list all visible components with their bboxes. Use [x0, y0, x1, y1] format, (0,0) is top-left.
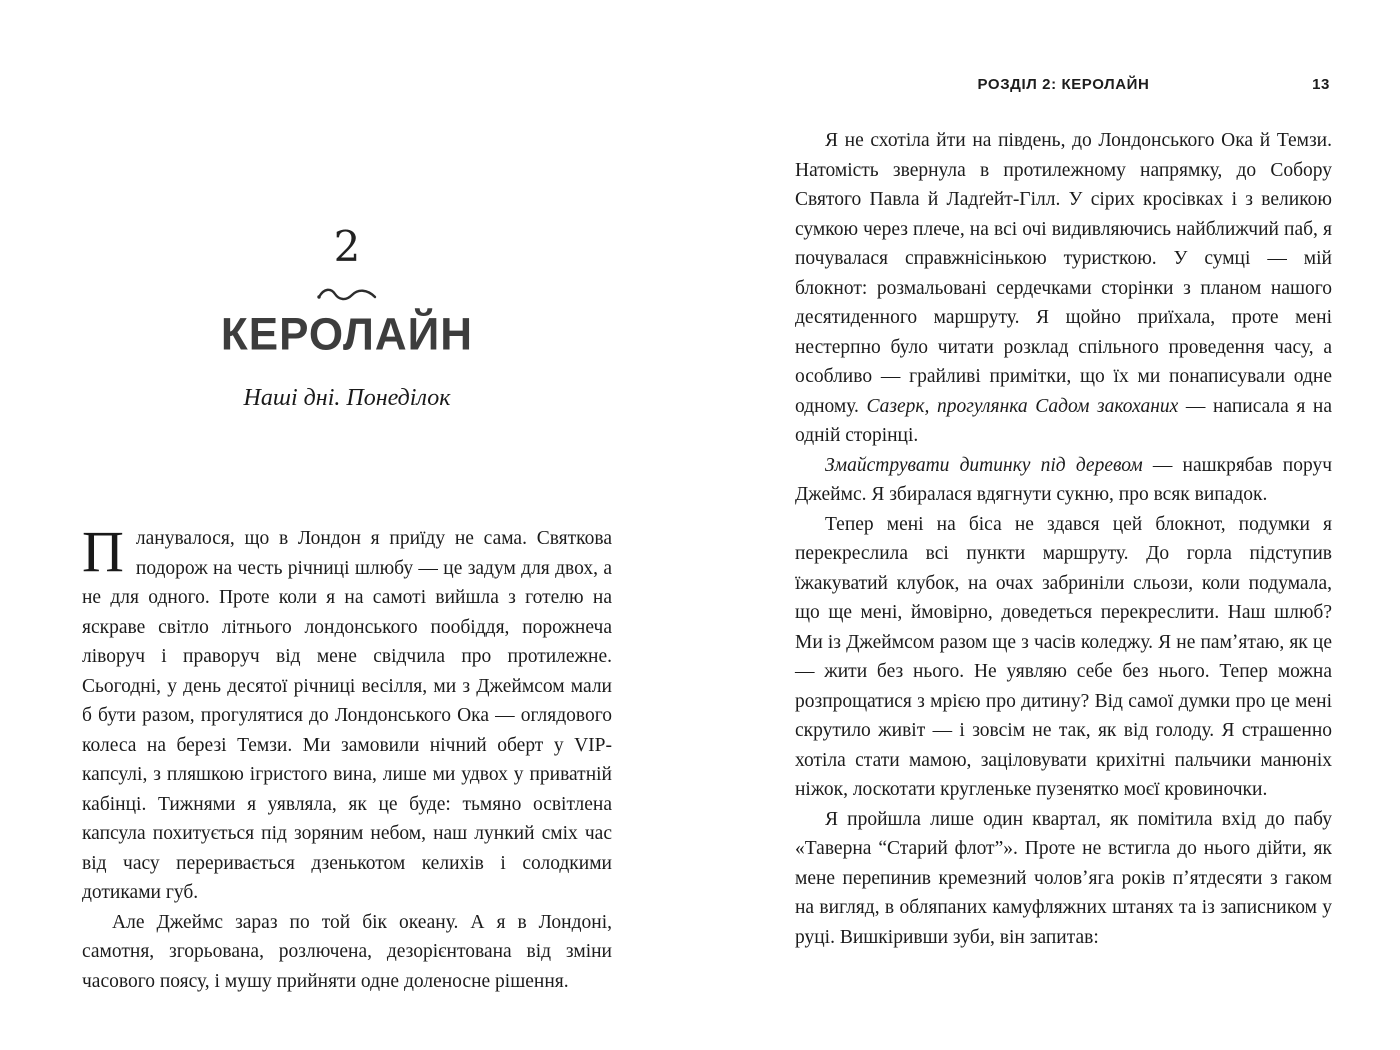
drop-cap: П [82, 519, 124, 584]
paragraph: Я пройшла лише один квартал, як помітила вхід до пабу «Таверна “Старий флот”». Проте не встигла до нього дійти, як мене перепинив кремезний чоловʼяга років пʼятдесяти з гаком на вигляд, в обляпаних камуфляжних штанях та із записником у руці. Вишкіривши зуби, він запитав: [795, 808, 1332, 948]
text-run: Я не схотіла йти на південь, до Лондонського Ока й Темзи. Натомість звернула в протилежному напрямку, до Собору Святого Павла й Ладґейт-Гілл. У сірих кросівках і з великою сумкою через плече, на всі очі видивляючись найближчий паб, я почувалася справжнісінькою туристкою. У сумці — мій блокнот: розмальовані сердечками сторінки з планом нашого десятиденного маршруту. Я щойно приїхала, проте мені нестерпно було читати розклад спільного проведення часу, а особливо — грайливі примітки, що їх ми понаписували одне одному. [795, 130, 1332, 417]
running-title: РОЗДІЛ 2: КЕРОЛАЙН [977, 76, 1150, 93]
left-page-body [82, 519, 612, 996]
chapter-number: 2 [333, 222, 361, 271]
paragraph [795, 126, 1332, 451]
paragraph [82, 519, 612, 908]
page-number: 13 [1312, 76, 1330, 93]
text-run-italic: Змайструвати дитинку під деревом [825, 454, 1143, 476]
flourish-ornament-icon [82, 284, 612, 311]
right-page [795, 0, 1332, 1050]
text-run: ланувалося, що в Лондон я приїду не сама. Святкова подорож на честь річниці шлюбу — це задум для двох, а не для одного. Проте коли я на самоті вийшла з готелю на яскраве світло літнього лондонського пообіддя, порожнеча ліворуч і праворуч від мене свідчила про протилежне. Сьогодні, у день десятої річниці весілля, ми з Джеймсом мали б бути разом, прогулятися до Лондонського Ока — оглядового колеса на березі Темзи. Ми замовили нічний оберт у VIP-капсулі, з пляшкою ігристого вина, лише ми удвох у приватній кабінці. Тижнями я уявляла, як це буде: тьмяно освітлена капсула похитується під зоряним небом, наш лункий сміх час від часу переривається дзенькотом келихів і солодкими дотиками губ. [82, 528, 612, 903]
paragraph: Тепер мені на біса не здався цей блокнот, подумки я перекреслила всі пункти маршруту. До горла підступив їжакуватий клубок, на очах забриніли сльози, коли подумала, що ще мені, ймовірно, доведеться перекреслити. Наш шлюб? Ми із Джеймсом разом ще з часів коледжу. Я не памʼятаю, як це — жити без нього. Не уявляю себе без нього. Тепер можна розпрощатися з мрією про дитину? Від самої думки про це мені скрутило живіт — і зовсім не так, як від голоду. Я страшенно хотіла стати мамою, заціловувати крихітні пальчики манюніх ніжок, лоскотати кругленьке пузенятко моєї кровиночки. [795, 513, 1332, 800]
text-run: — нашкрябав поруч Джеймс. Я збиралася вдягнути сукню, про всяк випадок. [795, 454, 1332, 505]
paragraph: Але Джеймс зараз по той бік океану. А я в Лондоні, самотня, згорьована, розлючена, дезорієнтована від зміни часового поясу, і мушу прийняти одне доленосне рішення. [82, 911, 612, 992]
text-run-italic: Сазерк, прогулянка Садом закоханих [866, 395, 1179, 417]
chapter-title: КЕРОЛАЙН [220, 309, 474, 360]
right-page-body [795, 126, 1332, 952]
chapter-subtitle: Наші дні. Понеділок [243, 385, 451, 411]
left-page [82, 0, 612, 1050]
paragraph [795, 451, 1332, 510]
text-run: — написала я на одній сторінці. [795, 395, 1333, 446]
